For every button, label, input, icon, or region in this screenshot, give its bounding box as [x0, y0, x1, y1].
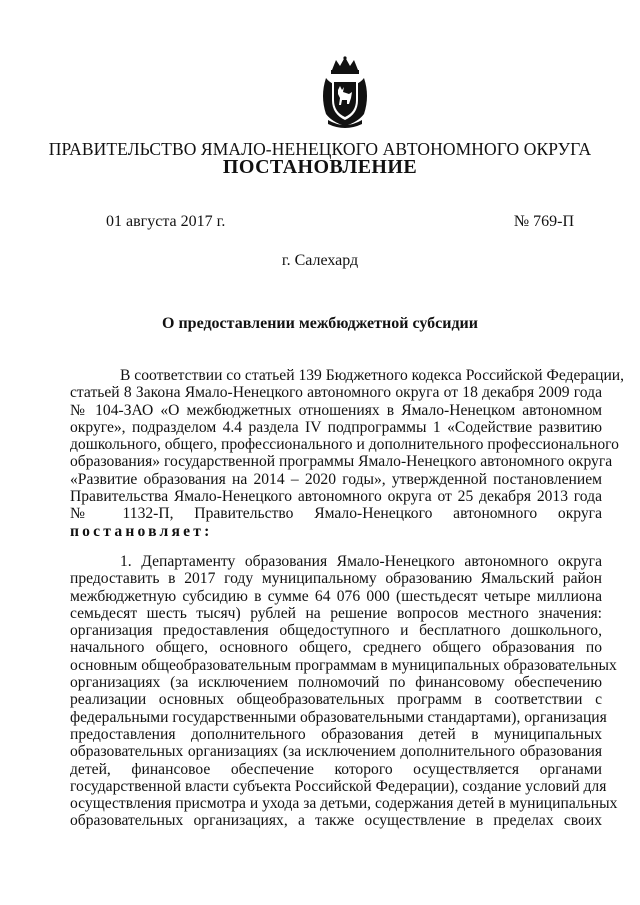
text-line: основным общеобразовательным программам в муниципальных образовательных: [70, 656, 617, 674]
text-line: № 104-ЗАО «О межбюджетных отношениях в Ямало-Ненецком автономном: [70, 401, 602, 419]
text-line: округе», подразделом 4.4 раздела IV подпрограммы 1 «Содействие развитию: [70, 418, 602, 436]
document-date: 01 августа 2017 г.: [106, 213, 226, 230]
text-line: реализации основных общеобразовательных программ в соответствии с: [70, 691, 602, 709]
text-line: В соответствии со статьей 139 Бюджетного кодекса Российской Федерации,: [120, 367, 625, 384]
text-line: государственной власти субъекта Российской Федерации), создание условий для: [70, 777, 607, 795]
text-line: начального общего, основного общего, среднего общего образования по: [70, 639, 602, 657]
text-line: статьей 8 Закона Ямало-Ненецкого автономного округа от 18 декабря 2009 года: [70, 384, 602, 402]
text-line: семьдесят шесть тысяч) рублей на решение вопросов местного значения:: [70, 604, 602, 622]
decree-word: постановляет:: [70, 522, 213, 540]
text-line: «Развитие образования на 2014 – 2020 годы», утвержденной постановлением: [70, 470, 602, 488]
text-line: образовательных организациях (за исключением дополнительного образования: [70, 743, 602, 761]
text-line: предоставления дополнительного образования детей в муниципальных: [70, 725, 602, 743]
text-line: организация предоставления общедоступного и бесплатного дошкольного,: [70, 622, 602, 640]
text-line: осуществления присмотра и ухода за детьми, содержания детей в муниципальных: [70, 795, 618, 813]
coat-of-arms-icon: [318, 56, 372, 130]
government-name: ПРАВИТЕЛЬСТВО ЯМАЛО-НЕНЕЦКОГО АВТОНОМНОГО ОКРУГА: [48, 139, 592, 159]
text-line: № 1132-П, Правительство Ямало-Ненецкого автономного округа: [70, 505, 602, 523]
text-line: межбюджетную субсидию в сумме 64 076 000 (шестьдесят четыре миллиона: [70, 587, 602, 605]
text-line: Правительства Ямало-Ненецкого автономного округа от 25 декабря 2013 года: [70, 488, 602, 506]
document-number: № 769-П: [513, 213, 574, 230]
text-line: федеральными государственными образовательными стандартами), организация: [70, 708, 607, 726]
document-type: ПОСТАНОВЛЕНИЕ: [222, 156, 418, 178]
preamble-paragraph: [70, 367, 625, 540]
document-city: г. Салехард: [281, 252, 359, 269]
text-line: организациях (за исключением полномочий по финансовому обеспечению: [70, 674, 602, 692]
text-line: дошкольного, общего, профессионального и дополнительного профессионального: [70, 436, 619, 454]
document-title: О предоставлении межбюджетной субсидии: [162, 315, 478, 332]
text-line: детей, финансовое обеспечение которого осуществляется органами: [70, 760, 602, 778]
text-line: образования» государственной программы Ямало-Ненецкого автономного округа: [70, 453, 613, 471]
text-line: образовательных организациях, а также осуществление в пределах своих: [70, 812, 602, 830]
text-line: 1. Департаменту образования Ямало-Ненецкого автономного округа: [120, 553, 602, 570]
item-1-paragraph: [70, 553, 618, 830]
text-line: предоставить в 2017 году муниципальному образованию Ямальский район: [70, 570, 602, 588]
